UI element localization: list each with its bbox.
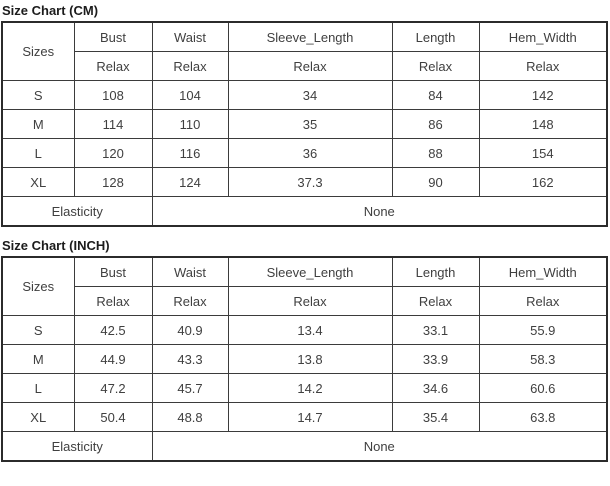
size-label-cell: XL [2, 403, 74, 432]
column-header-waist: Waist [152, 257, 228, 287]
fit-type-cell: Relax [152, 52, 228, 81]
sizes-corner-cell: Sizes [2, 257, 74, 316]
column-header-length: Length [392, 257, 479, 287]
size-label-cell: S [2, 316, 74, 345]
fit-type-cell: Relax [479, 52, 607, 81]
header-row-fit [2, 287, 607, 316]
value-cell: 44.9 [74, 345, 152, 374]
column-header-bust: Bust [74, 22, 152, 52]
elasticity-value-cell: None [152, 432, 607, 462]
elasticity-row [2, 197, 607, 227]
header-row-measurements [2, 22, 607, 52]
value-cell: 116 [152, 139, 228, 168]
value-cell: 63.8 [479, 403, 607, 432]
value-cell: 50.4 [74, 403, 152, 432]
table-row-size-m [2, 345, 607, 374]
sizes-corner-cell: Sizes [2, 22, 74, 81]
size-chart-inch-table [1, 256, 608, 462]
fit-type-cell: Relax [228, 287, 392, 316]
value-cell: 58.3 [479, 345, 607, 374]
column-header-sleeve-length: Sleeve_Length [228, 22, 392, 52]
value-cell: 162 [479, 168, 607, 197]
fit-type-cell: Relax [152, 287, 228, 316]
value-cell: 34 [228, 81, 392, 110]
fit-type-cell: Relax [228, 52, 392, 81]
column-header-bust: Bust [74, 257, 152, 287]
value-cell: 148 [479, 110, 607, 139]
value-cell: 104 [152, 81, 228, 110]
fit-type-cell: Relax [74, 52, 152, 81]
elasticity-label-cell: Elasticity [2, 197, 152, 227]
value-cell: 34.6 [392, 374, 479, 403]
fit-type-cell: Relax [392, 287, 479, 316]
size-label-cell: M [2, 345, 74, 374]
value-cell: 142 [479, 81, 607, 110]
value-cell: 36 [228, 139, 392, 168]
value-cell: 154 [479, 139, 607, 168]
value-cell: 35 [228, 110, 392, 139]
column-header-length: Length [392, 22, 479, 52]
header-row-measurements [2, 257, 607, 287]
value-cell: 108 [74, 81, 152, 110]
value-cell: 90 [392, 168, 479, 197]
value-cell: 55.9 [479, 316, 607, 345]
fit-type-cell: Relax [74, 287, 152, 316]
value-cell: 110 [152, 110, 228, 139]
column-header-waist: Waist [152, 22, 228, 52]
table-row-size-xl [2, 403, 607, 432]
elasticity-row [2, 432, 607, 462]
column-header-hem-width: Hem_Width [479, 257, 607, 287]
value-cell: 86 [392, 110, 479, 139]
column-header-hem-width: Hem_Width [479, 22, 607, 52]
value-cell: 45.7 [152, 374, 228, 403]
table-row-size-s [2, 81, 607, 110]
value-cell: 47.2 [74, 374, 152, 403]
elasticity-label-cell: Elasticity [2, 432, 152, 462]
value-cell: 13.4 [228, 316, 392, 345]
value-cell: 48.8 [152, 403, 228, 432]
value-cell: 60.6 [479, 374, 607, 403]
value-cell: 42.5 [74, 316, 152, 345]
value-cell: 128 [74, 168, 152, 197]
value-cell: 13.8 [228, 345, 392, 374]
table-row-size-s [2, 316, 607, 345]
value-cell: 124 [152, 168, 228, 197]
size-label-cell: L [2, 139, 74, 168]
value-cell: 33.1 [392, 316, 479, 345]
table-row-size-l [2, 374, 607, 403]
value-cell: 84 [392, 81, 479, 110]
fit-type-cell: Relax [479, 287, 607, 316]
size-label-cell: S [2, 81, 74, 110]
table-row-size-xl [2, 168, 607, 197]
size-chart-cm-title: Size Chart (CM) [2, 3, 99, 18]
value-cell: 120 [74, 139, 152, 168]
fit-type-cell: Relax [392, 52, 479, 81]
size-label-cell: L [2, 374, 74, 403]
header-row-fit [2, 52, 607, 81]
value-cell: 40.9 [152, 316, 228, 345]
size-chart-cm-table [1, 21, 608, 227]
table-row-size-l [2, 139, 607, 168]
size-label-cell: M [2, 110, 74, 139]
value-cell: 114 [74, 110, 152, 139]
size-chart-inch-title: Size Chart (INCH) [2, 238, 110, 253]
value-cell: 33.9 [392, 345, 479, 374]
value-cell: 43.3 [152, 345, 228, 374]
column-header-sleeve-length: Sleeve_Length [228, 257, 392, 287]
value-cell: 88 [392, 139, 479, 168]
table-row-size-m [2, 110, 607, 139]
size-label-cell: XL [2, 168, 74, 197]
value-cell: 14.7 [228, 403, 392, 432]
elasticity-value-cell: None [152, 197, 607, 227]
value-cell: 14.2 [228, 374, 392, 403]
value-cell: 35.4 [392, 403, 479, 432]
value-cell: 37.3 [228, 168, 392, 197]
